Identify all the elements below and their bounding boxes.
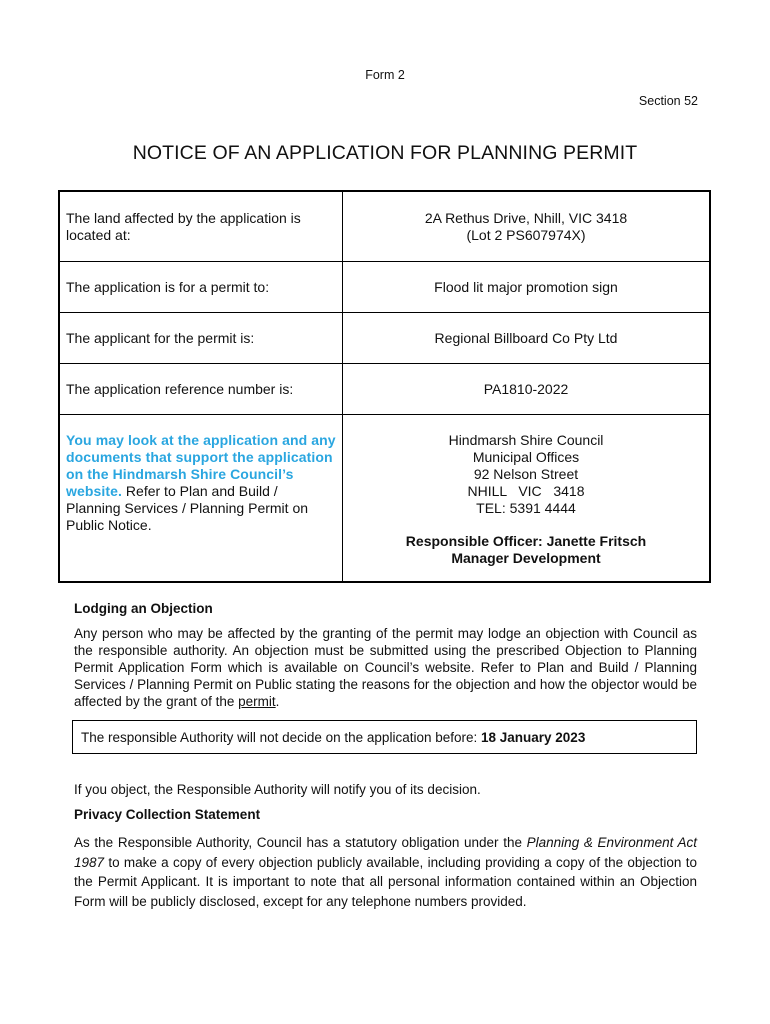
privacy-paragraph bbox=[74, 833, 697, 911]
permit-details-table bbox=[58, 190, 711, 583]
land-address: 2A Rethus Drive, Nhill, VIC 3418 bbox=[424, 210, 628, 226]
permit-label-cell bbox=[60, 262, 343, 312]
objection-text: Any person who may be affected by the granting of the permit may lodge an objection with Council as the responsible authority. An objection must be submitted using the prescribed Objection to Planning Permit Application Form which is available on Council’s website. Refer to Plan and Build / Planning Services / Planning Permit on Public stating the reasons for the objection and how the objector would be affected by the grant of the bbox=[74, 626, 697, 709]
officer-title: Manager Development bbox=[451, 550, 601, 566]
page-title: NOTICE OF AN APPLICATION FOR PLANNING PERMIT bbox=[132, 142, 638, 164]
table-row-permit bbox=[60, 262, 709, 313]
website-notice: You may look at the application and any documents that support the application on the Hindmarsh Shire Council’s website. bbox=[66, 432, 336, 499]
reference-value-cell bbox=[343, 364, 709, 414]
decision-date: 18 January 2023 bbox=[481, 730, 586, 745]
council-cell bbox=[343, 415, 709, 581]
objection-paragraph bbox=[74, 625, 697, 710]
inspection-cell bbox=[60, 415, 343, 581]
applicant-label: The applicant for the permit is: bbox=[66, 330, 255, 346]
privacy-heading: Privacy Collection Statement bbox=[74, 807, 261, 822]
applicant-value-cell bbox=[343, 313, 709, 363]
council-phone: TEL: 5391 4444 bbox=[476, 500, 576, 516]
land-value-cell bbox=[343, 192, 709, 261]
table-row-reference bbox=[60, 364, 709, 415]
reference-label-cell bbox=[60, 364, 343, 414]
decision-text: The responsible Authority will not decide on the application before: bbox=[81, 730, 481, 745]
applicant-value: Regional Billboard Co Pty Ltd bbox=[434, 330, 618, 346]
land-lot: (Lot 2 PS607974X) bbox=[466, 227, 586, 243]
reference-label: The application reference number is: bbox=[66, 381, 294, 397]
land-label-cell bbox=[60, 192, 343, 261]
notify-text: If you object, the Responsible Authority will notify you of its decision. bbox=[74, 782, 481, 797]
act-name: Planning & Environment Act 1987 bbox=[74, 835, 698, 870]
table-row-land bbox=[60, 192, 709, 262]
website-path: Refer to Plan and Build / Planning Services / Planning Permit on Public Notice. bbox=[66, 483, 309, 533]
permit-word: permit bbox=[238, 694, 276, 709]
council-office: Municipal Offices bbox=[472, 449, 580, 465]
form-number: Form 2 bbox=[365, 68, 405, 82]
permit-value-cell bbox=[343, 262, 709, 312]
section-number: Section 52 bbox=[638, 94, 698, 108]
decision-date-box bbox=[72, 720, 697, 754]
permit-value: Flood lit major promotion sign bbox=[434, 279, 618, 295]
reference-value: PA1810-2022 bbox=[483, 381, 569, 397]
objection-heading: Lodging an Objection bbox=[74, 601, 213, 616]
table-row-inspection bbox=[60, 415, 709, 581]
table-row-applicant bbox=[60, 313, 709, 364]
privacy-text-b: to make a copy of every objection publicly available, including providing a copy of the objection to the Permit Applicant. It is important to note that all personal information contained within an Objection Form will be publicly disclosed, except for any telephone numbers provided. bbox=[74, 854, 697, 909]
privacy-text-a: As the Responsible Authority, Council has a statutory obligation under the bbox=[74, 835, 527, 850]
inspection-text bbox=[66, 432, 336, 534]
council-town: NHILL VIC 3418 bbox=[467, 483, 585, 499]
responsible-officer: Responsible Officer: Janette Fritsch bbox=[405, 533, 647, 549]
permit-label: The application is for a permit to: bbox=[66, 279, 270, 295]
objection-end: . bbox=[275, 694, 280, 709]
council-name: Hindmarsh Shire Council bbox=[448, 432, 604, 448]
land-label: The land affected by the application is located at: bbox=[66, 210, 301, 243]
council-street: 92 Nelson Street bbox=[473, 466, 579, 482]
applicant-label-cell bbox=[60, 313, 343, 363]
